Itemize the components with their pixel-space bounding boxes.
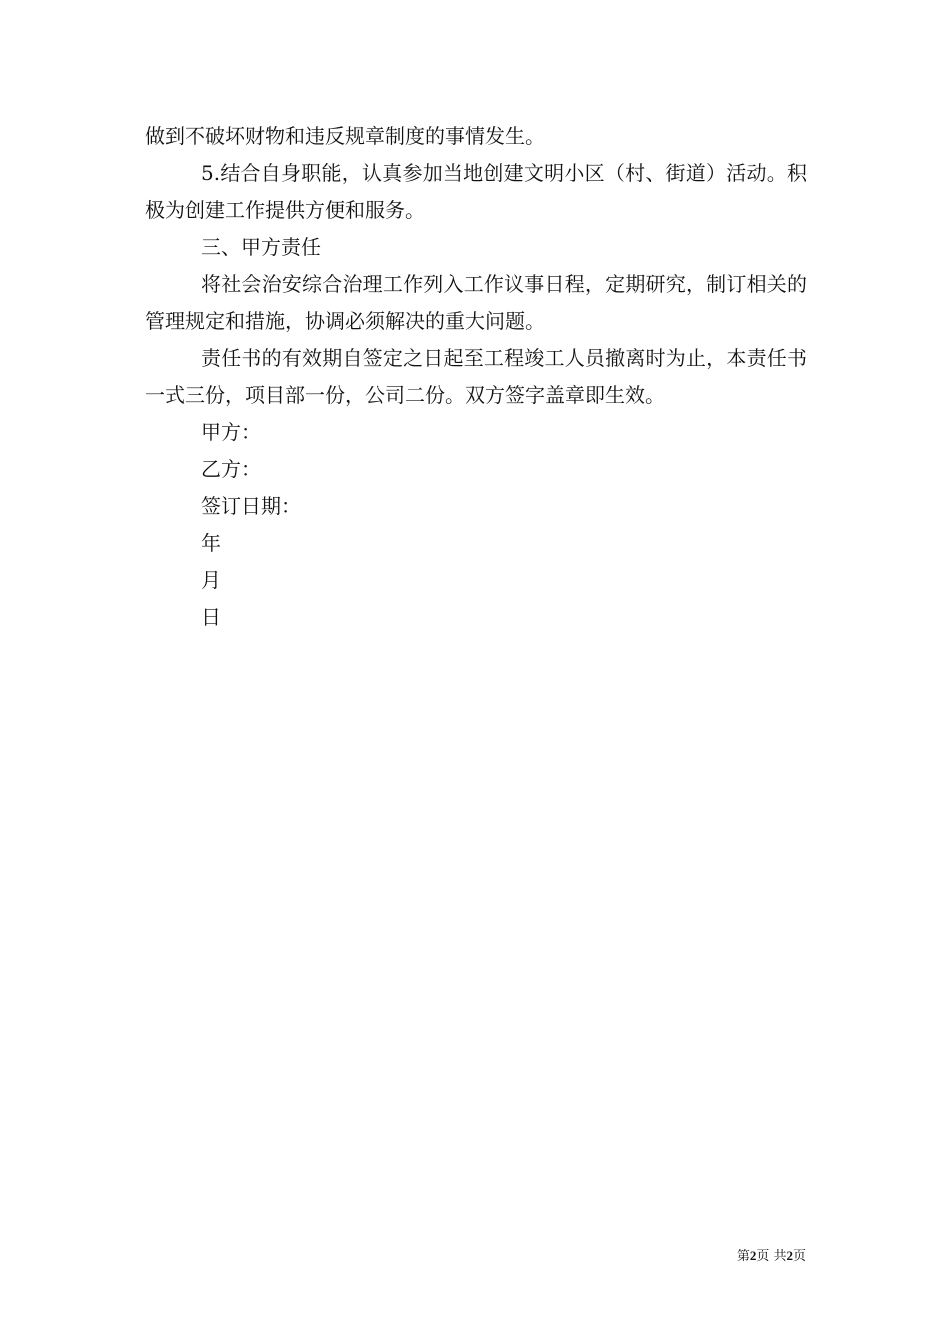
footer-total-pages: 2 (786, 1248, 793, 1263)
footer-prefix: 第 (736, 1249, 750, 1264)
paragraph-continuation: 做到不破坏财物和违反规章制度的事情发生。 (145, 124, 545, 148)
sign-date-label: 签订日期： (201, 494, 301, 518)
footer-suffix: 页 (792, 1249, 806, 1264)
party-b-label: 乙方： (201, 457, 261, 481)
footer-middle: 页 共 (756, 1249, 787, 1264)
paragraph-item-5: 5.结合自身职能，认真参加当地创建文明小区（村、街道）活动。积极为创建工作提供方便和服务。 (145, 161, 807, 222)
month-label: 月 (201, 568, 221, 592)
document-body (145, 118, 807, 636)
section-heading-party-a-responsibility: 三、甲方责任 (201, 235, 321, 259)
footer-current-page: 2 (749, 1248, 757, 1263)
paragraph-party-a-duty: 将社会治安综合治理工作列入工作议事日程，定期研究，制订相关的管理规定和措施，协调必须解决的重大问题。 (145, 272, 807, 333)
day-label: 日 (201, 605, 221, 629)
party-a-label: 甲方： (201, 420, 261, 444)
page-number-footer (737, 1248, 806, 1265)
year-label: 年 (201, 531, 221, 555)
paragraph-validity: 责任书的有效期自签定之日起至工程竣工人员撤离时为止，本责任书一式三份，项目部一份，公司二份。双方签字盖章即生效。 (145, 346, 807, 407)
